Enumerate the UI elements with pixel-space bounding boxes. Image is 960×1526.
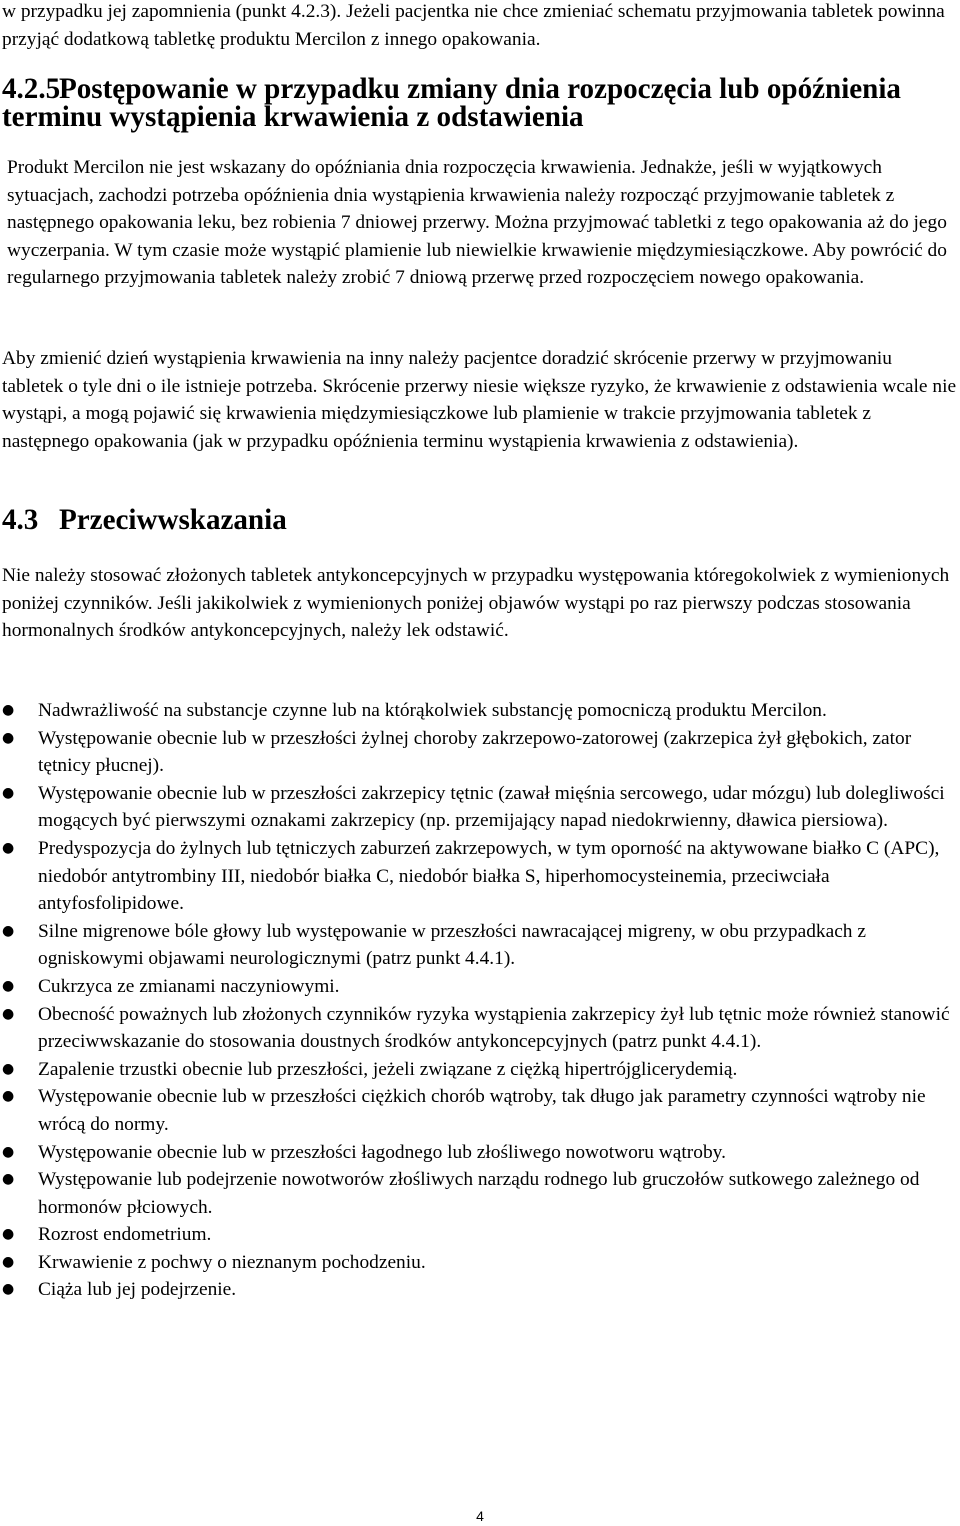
list-item-text: Występowanie obecnie lub w przeszłości ciężkich chorób wątroby, tak długo jak parametry czynności wątroby nie wrócą do normy. (38, 1086, 926, 1135)
bullet-icon: ● (2, 1143, 15, 1160)
section-4-3-heading (2, 504, 957, 536)
list-item (0, 780, 956, 835)
section-4-2-5-paragraph-2: Aby zmienić dzień wystąpienia krwawienia na inny należy pacjentce doradzić skrócenie przerwy w przyjmowaniu tabletek o tyle dni o ile istnieje potrzeba. Skrócenie przerwy niesie większe ryzyko, że krwawienie z odstawienia wcale nie wystąpi, a mogą pojawić się krwawienia międzymiesiączkowe lub plamienie w trakcie przyjmowania tabletek z następnego opakowania (jak w przypadku opóźnienia terminu wystąpienia krwawienia z odstawienia). (2, 348, 957, 452)
section-4-2-5-title: Postępowanie w przypadku zmiany dnia rozpoczęcia lub opóźnienia terminu wystąpienia krwawienia z odstawienia (2, 73, 901, 133)
list-item-text: Występowanie lub podejrzenie nowotworów złośliwych narządu rodnego lub gruczołów sutkowego zależnego od hormonów płciowych. (38, 1169, 920, 1218)
section-4-3-title: Przeciwwskazania (59, 504, 287, 536)
list-item-text: Występowanie obecnie lub w przeszłości łagodnego lub złośliwego nowotworu wątroby. (38, 1141, 726, 1163)
list-item-text: Występowanie obecnie lub w przeszłości zakrzepicy tętnic (zawał mięśnia sercowego, udar mózgu) lub dolegliwości mogących być pierwszymi oznakami zakrzepicy (np. przemijający napad niedokrwienny, dławica piersiowa). (38, 782, 945, 832)
list-item-text: Krwawienie z pochwy o nieznanym pochodzeniu. (38, 1251, 426, 1273)
page-number: 4 (476, 1508, 484, 1524)
bullet-icon: ● (2, 1005, 15, 1022)
bullet-icon: ● (2, 922, 15, 939)
section-4-2-5-number: 4.2.5 (2, 73, 61, 105)
bullet-icon: ● (2, 1060, 15, 1077)
list-item (0, 973, 956, 1001)
bullet-icon: ● (2, 839, 15, 856)
list-item-text: Ciąża lub jej podejrzenie. (38, 1279, 237, 1301)
bullet-icon: ● (2, 977, 15, 994)
bullet-icon: ● (2, 1253, 15, 1270)
list-item-text: Zapalenie trzustki obecnie lub przeszłości, jeżeli związane z ciężką hipertrójglicerydemią. (38, 1058, 738, 1080)
list-item (0, 725, 956, 780)
list-item-text: Predyspozycja do żylnych lub tętniczych zaburzeń zakrzepowych, w tym oporność na aktywowane białko C (APC), niedobór antytrombiny III, niedobór białka C, niedobór białka S, hiperhomocysteinemia, przeciwciała antyfosfolipidowe. (38, 837, 940, 915)
section-4-2-5-heading (2, 73, 957, 133)
section-4-3-paragraph: Nie należy stosować złożonych tabletek antykoncepcyjnych w przypadku występowania któregokolwiek z wymienionych poniżej czynników. Jeśli jakikolwiek z wymienionych poniżej objawów wystąpi po raz pierwszy podczas stosowania hormonalnych środków antykoncepcyjnych, należy lek odstawić. (2, 565, 950, 642)
list-item (0, 835, 956, 918)
list-item-text: Rozrost endometrium. (38, 1224, 212, 1246)
list-item (0, 697, 956, 725)
section-4-3-number: 4.3 (2, 504, 39, 536)
bullet-icon: ● (2, 729, 15, 746)
list-item-text: Występowanie obecnie lub w przeszłości żylnej choroby zakrzepowo-zatorowej (zakrzepica żył głębokich, zator tętnicy płucnej). (38, 727, 912, 777)
section-4-2-5-paragraph-1: Produkt Mercilon nie jest wskazany do opóźniania dnia rozpoczęcia krwawienia. Jednakże, jeśli w wyjątkowych sytuacjach, zachodzi potrzeba opóźnienia dnia wystąpienia krwawienia należy rozpocząć przyjmowanie tabletek z następnego opakowania leku, bez robienia 7 dniowej przerwy. Można przyjmować tabletki z tego opakowania aż do jego wyczerpania. W tym czasie może wystąpić plamienie lub niewielkie krwawienie międzymiesiączkowe. Aby powrócić do regularnego przyjmowania tabletek należy zrobić 7 dniową przerwę przed rozpoczęciem nowego opakowania. (7, 157, 947, 289)
contraindications-list (0, 697, 960, 1304)
list-item-text: Nadwrażliwość na substancje czynne lub na którąkolwiek substancję pomocniczą produktu Mercilon. (38, 700, 827, 721)
list-item-text: Silne migrenowe bóle głowy lub występowanie w przeszłości nawracającej migreny, w obu przypadkach z ogniskowymi objawami neurologicznymi (patrz punkt 4.4.1). (38, 920, 866, 970)
list-item (0, 1221, 956, 1249)
bullet-icon: ● (2, 1171, 15, 1188)
intro-paragraph: w przypadku jej zapomnienia (punkt 4.2.3). Jeżeli pacjentka nie chce zmieniać schematu przyjmowania tabletek powinna przyjąć dodatkową tabletkę produktu Mercilon z innego opakowania. (2, 1, 945, 50)
bullet-icon: ● (2, 784, 15, 801)
list-item (0, 1139, 956, 1167)
bullet-icon: ● (2, 702, 15, 718)
bullet-icon: ● (2, 1088, 15, 1105)
list-item (0, 1276, 956, 1304)
list-item (0, 1001, 956, 1056)
list-item (0, 918, 956, 973)
list-item (0, 1056, 956, 1084)
list-item-text: Obecność poważnych lub złożonych czynników ryzyka wystąpienia zakrzepicy żył lub tętnic może również stanowić przeciwwskazanie do stosowania doustnych środków antykoncepcyjnych (patrz punkt 4.4.1). (38, 1003, 950, 1053)
list-item (0, 1083, 956, 1138)
bullet-icon: ● (2, 1226, 15, 1243)
list-item-text: Cukrzyca ze zmianami naczyniowymi. (38, 975, 340, 997)
bullet-icon: ● (2, 1281, 15, 1298)
list-item (0, 1249, 956, 1277)
list-item (0, 1166, 956, 1221)
